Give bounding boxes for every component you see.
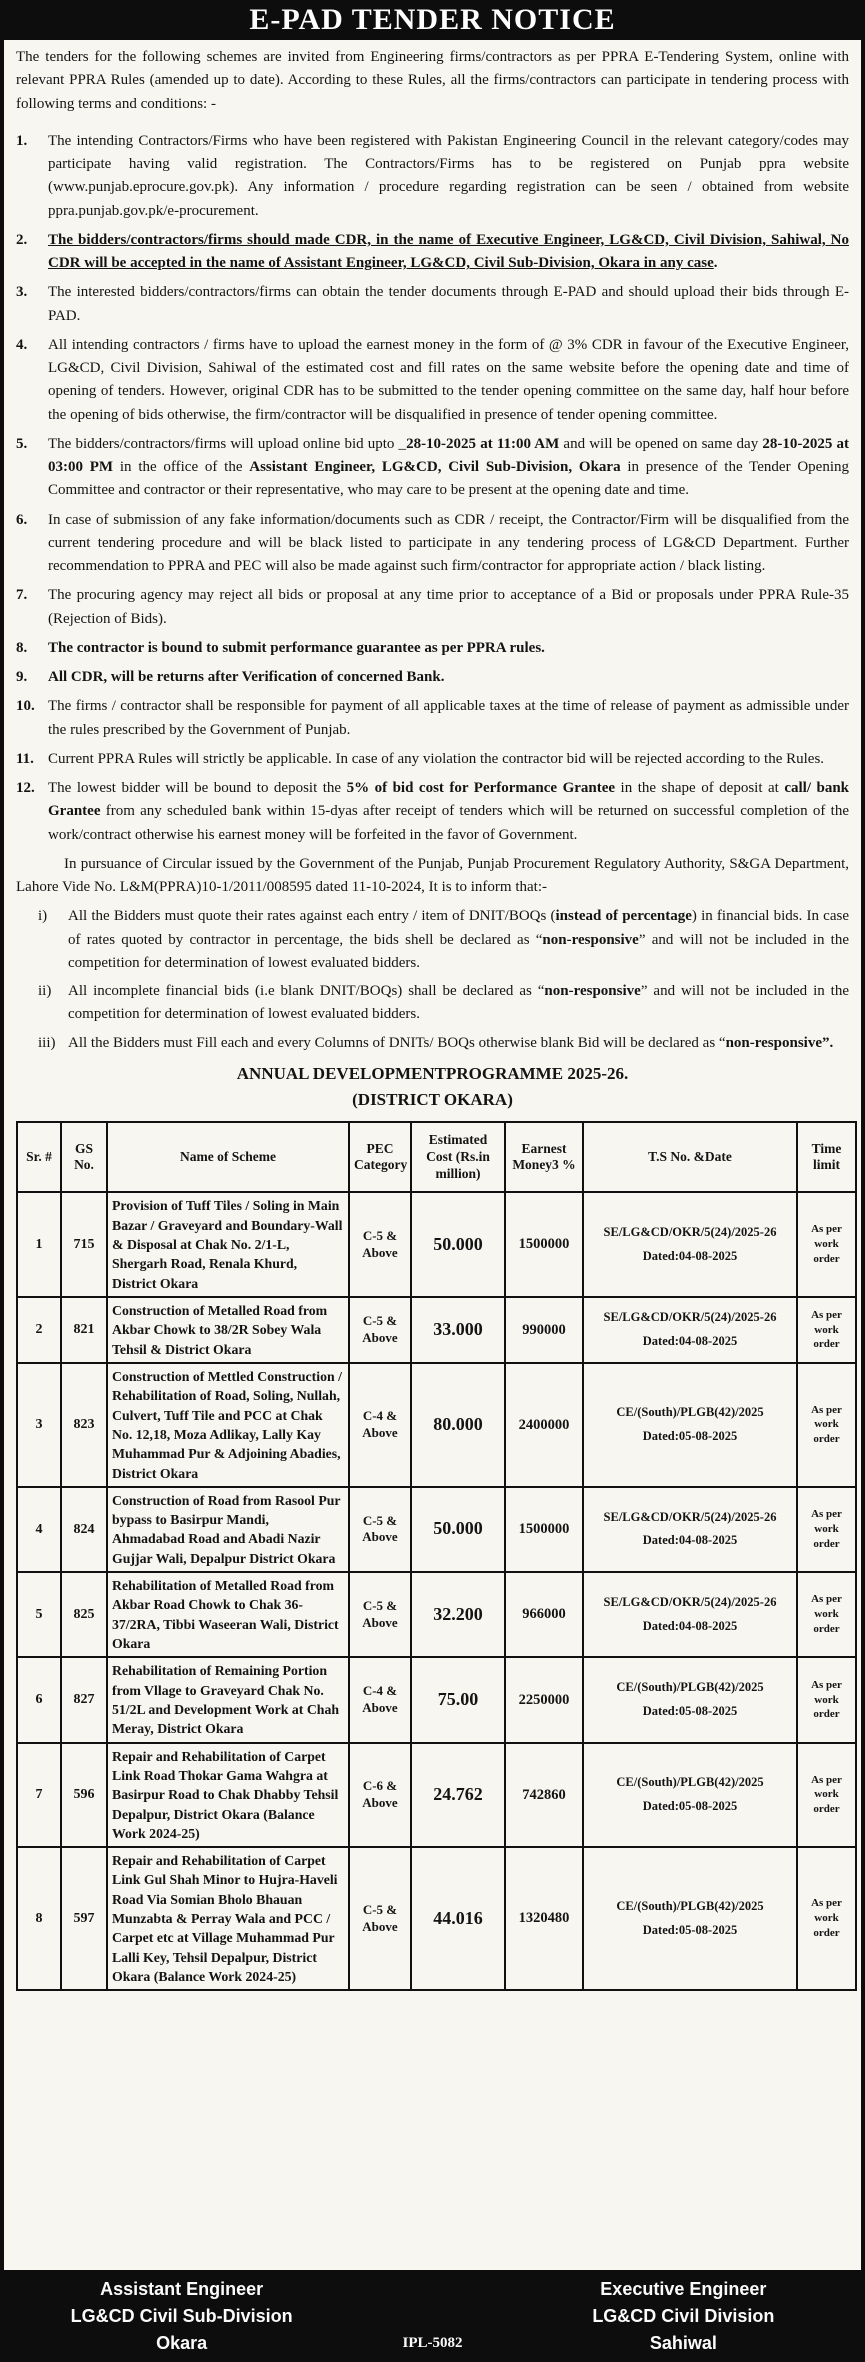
text-segment: Construction of Metalled Road from Akbar Chowk to 38/2R Sobey Wala Tehsil & District Okara bbox=[112, 1303, 328, 1357]
header-row bbox=[17, 1122, 856, 1192]
text-segment: 28-10-2025 at 03:00 PM bbox=[48, 435, 849, 475]
text-segment: and will be opened on same day bbox=[559, 435, 763, 452]
text-segment: non-responsive bbox=[542, 931, 639, 948]
cell-ts-no-date bbox=[583, 1192, 797, 1297]
title-band bbox=[0, 0, 865, 40]
cell-estimated-cost: 75.00 bbox=[411, 1657, 505, 1742]
term-item bbox=[16, 666, 849, 689]
cell-time-limit: As per work order bbox=[797, 1572, 856, 1657]
cell-time-limit: As per work order bbox=[797, 1743, 856, 1848]
term-item-number: 6. bbox=[16, 511, 28, 528]
cell-earnest-money: 1500000 bbox=[505, 1487, 583, 1572]
intro-paragraph: The tenders for the following schemes are invited from Engineering firms/contractors as per PPRA E-Tendering System, online with relevant PPRA Rules (amended up to date). According to these Rules, all the firms/contractors can participate in tendering process with following terms and conditions: - bbox=[16, 49, 849, 112]
cell-ts-no-date bbox=[583, 1657, 797, 1742]
term-item-text bbox=[48, 695, 849, 742]
cell-ts-no-date bbox=[583, 1297, 797, 1363]
term-item-text bbox=[48, 281, 849, 328]
cell-gs-no: 597 bbox=[61, 1847, 107, 1990]
term-item bbox=[16, 509, 849, 579]
text-segment: Current PPRA Rules will strictly be applicable. In case of any violation the contractor bid will be rejected according to the Rules. bbox=[48, 750, 825, 767]
text-segment: ) in financial bids. In case of rates quoted by contractor in percentage, the bids shell be declared as “ bbox=[68, 908, 849, 948]
cell-scheme-name bbox=[107, 1743, 349, 1848]
ts-number-line: CE/(South)/PLGB(42)/2025 bbox=[616, 1898, 764, 1913]
cell-earnest-money: 2250000 bbox=[505, 1657, 583, 1742]
cell-gs-no: 715 bbox=[61, 1192, 107, 1297]
pursuance-paragraph: In pursuance of Circular issued by the Government of the Punjab, Punjab Procurement Regulatory Authority, S&GA Department, Lahore Vide No. L&M(PPRA)10-1/2011/008595 dated 11-10-2024, It is to inform that:- bbox=[16, 855, 849, 895]
cell-earnest-money: 990000 bbox=[505, 1297, 583, 1363]
cell-scheme-name bbox=[107, 1572, 349, 1657]
cell-time-limit: As per work order bbox=[797, 1487, 856, 1572]
text-segment: Assistant Engineer, LG&CD, Civil Sub-Division, Okara bbox=[249, 459, 621, 475]
term-item bbox=[16, 748, 849, 771]
footer-right-signature bbox=[502, 2270, 865, 2362]
text-segment: The procuring agency may reject all bids or proposal at any time prior to acceptance of a Bid or proposals under PPRA Rule-35 (Rejection of Bids). bbox=[48, 587, 849, 627]
sub-term-item-text bbox=[68, 1032, 849, 1055]
terms-list bbox=[16, 130, 849, 847]
ts-date-line: Dated:04-08-2025 bbox=[642, 1333, 738, 1348]
footer-right-line2: LG&CD Civil Division bbox=[592, 2305, 775, 2326]
table-row bbox=[17, 1363, 856, 1487]
table-row bbox=[17, 1192, 856, 1297]
cell-estimated-cost: 80.000 bbox=[411, 1363, 505, 1487]
table-row bbox=[17, 1572, 856, 1657]
ts-number-line: SE/LG&CD/OKR/5(24)/2025-26 bbox=[603, 1310, 777, 1325]
cell-estimated-cost: 32.200 bbox=[411, 1572, 505, 1657]
cell-scheme-name bbox=[107, 1297, 349, 1363]
text-segment: All the Bidders must Fill each and every Columns of DNITs/ BOQs otherwise blank Bid will be declared as “ bbox=[68, 1034, 726, 1051]
cell-estimated-cost: 44.016 bbox=[411, 1847, 505, 1990]
text-segment: Repair and Rehabilitation of Carpet Link Gul Shah Minor to Hujra-Haveli Road Via Somian Bholo Bhauan Munzabta & Perray Wala and PCC / Carpet etc at Village Muhammad Pur Lalli Key, Tehsil Depalpur, District Okara bbox=[112, 1853, 338, 1984]
cell-scheme-name bbox=[107, 1363, 349, 1487]
schemes-tbody bbox=[17, 1192, 856, 1990]
term-item-number: 1. bbox=[16, 132, 28, 149]
cell-ts-no-date bbox=[583, 1572, 797, 1657]
term-item-text bbox=[48, 666, 849, 689]
text-segment: 5% of bid cost for Performance Grantee bbox=[346, 780, 616, 796]
cell-sr-no: 7 bbox=[17, 1743, 61, 1848]
cell-pec-category: C-4 & Above bbox=[349, 1657, 411, 1742]
text-segment: in the office of the bbox=[113, 459, 250, 475]
term-item-number: 4. bbox=[16, 336, 28, 353]
column-header: PEC Category bbox=[349, 1122, 411, 1192]
cell-ts-no-date bbox=[583, 1743, 797, 1848]
term-item bbox=[16, 695, 849, 742]
sub-terms-list bbox=[38, 905, 849, 1055]
term-item-number: 10. bbox=[16, 698, 35, 715]
text-segment: In case of submission of any fake information/documents such as CDR / receipt, the Contractor/Firm will be disqualified from the current tendering procedure and will be black listed to participate in any tendering process of LG&CD Department. Further recommendation to PPRA and PEC will also be made against such firm/contractor for appropriate action / black listing. bbox=[48, 511, 849, 574]
text-segment: All CDR, will be returns after Verification of concerned Bank. bbox=[48, 669, 445, 685]
ts-date-line: Dated:04-08-2025 bbox=[642, 1248, 738, 1263]
term-item bbox=[16, 281, 849, 328]
term-item-text bbox=[48, 748, 849, 771]
cell-time-limit: As per work order bbox=[797, 1297, 856, 1363]
cell-gs-no: 824 bbox=[61, 1487, 107, 1572]
term-item bbox=[16, 637, 849, 660]
term-item-text bbox=[48, 334, 849, 427]
ts-number-line: CE/(South)/PLGB(42)/2025 bbox=[616, 1405, 764, 1420]
cell-pec-category: C-5 & Above bbox=[349, 1847, 411, 1990]
term-item-text bbox=[48, 130, 849, 223]
cell-ts-no-date bbox=[583, 1363, 797, 1487]
footer-band bbox=[0, 2270, 865, 2362]
cell-pec-category: C-5 & Above bbox=[349, 1487, 411, 1572]
text-segment: in the shape of deposit at bbox=[615, 780, 785, 796]
text-segment: call/ bank Grantee bbox=[48, 780, 850, 820]
sub-term-item-text bbox=[68, 905, 849, 975]
text-segment: . bbox=[713, 255, 718, 271]
sub-term-item-number: ii) bbox=[38, 983, 52, 999]
notice-body bbox=[0, 40, 865, 2270]
table-row bbox=[17, 1297, 856, 1363]
cell-gs-no: 596 bbox=[61, 1743, 107, 1848]
term-item-text bbox=[48, 229, 849, 276]
text-segment: All incomplete financial bids (i.e blank DNIT/BOQs) shall be declared as “ bbox=[68, 983, 545, 999]
term-item-number: 2. bbox=[16, 231, 28, 248]
cell-scheme-name bbox=[107, 1192, 349, 1297]
ts-number-line: SE/LG&CD/OKR/5(24)/2025-26 bbox=[603, 1509, 777, 1524]
text-segment: non-responsive bbox=[544, 983, 641, 999]
text-segment: 28-10-2025 at 11:00 AM bbox=[406, 435, 560, 452]
text-segment: Construction of Road from Rasool Pur bypass to Basirpur Mandi, Ahmadabad Road and Abadi Nazir Gujjar Wali, Depalpur District Okara bbox=[112, 1492, 341, 1566]
ts-date-line: Dated:05-08-2025 bbox=[642, 1922, 738, 1937]
text-segment: from any scheduled bank within 15-dyas after receipt of tenders which will be returned on successful completion of the work/contract otherwise his earnest money will be forfeited in the favor of Government. bbox=[48, 803, 849, 843]
sub-term-item bbox=[38, 905, 849, 975]
text-segment: The lowest bidder will be bound to deposit the bbox=[48, 780, 347, 796]
sub-term-item bbox=[38, 980, 849, 1027]
cell-time-limit: As per work order bbox=[797, 1847, 856, 1990]
table-row bbox=[17, 1657, 856, 1742]
footer-left-line1: Assistant Engineer bbox=[100, 2278, 264, 2299]
cell-scheme-name bbox=[107, 1487, 349, 1572]
cell-earnest-money: 742860 bbox=[505, 1743, 583, 1848]
text-segment: The firms / contractor shall be responsible for payment of all applicable taxes at the time of release of payment as admissible under the rules prescribed by the Government of Punjab. bbox=[48, 698, 849, 738]
term-item bbox=[16, 229, 849, 276]
text-segment: Rehabilitation of Remaining Portion from Vllage to Graveyard Chak No. 51/2L and Development Work at Chah Meray, District Okara bbox=[112, 1663, 340, 1737]
term-item bbox=[16, 334, 849, 427]
text-segment: The bidders/contractors/firms should made CDR, in the name of Executive Engineer, LG&CD, Civil Division, Sahiwal, No CDR will be accepted in the name of Assistant Engineer, LG&CD, Civil Sub-Division, Okara in any case bbox=[48, 231, 849, 271]
table-title: ANNUAL DEVELOPMENTPROGRAMME 2025-26. bbox=[236, 1063, 629, 1083]
text-segment: The contractor is bound to submit performance guarantee as per PPRA rules. bbox=[48, 639, 545, 656]
term-item-text bbox=[48, 509, 849, 579]
cell-time-limit: As per work order bbox=[797, 1657, 856, 1742]
cell-pec-category: C-5 & Above bbox=[349, 1572, 411, 1657]
text-segment: All intending contractors / firms have to upload the earnest money in the form of @ 3% CDR in favour of the Executive Engineer, LG&CD, Civil Division, Sahiwal of the estimated cost and fill rates on the same website before the opening date and time of opening of tenders. However, original CDR has to be submitted to the tender opening committee on the same day, half hour before the opening of bids otherwise, the firm/contractor will be disqualified in presence of tender opening committee. bbox=[48, 336, 849, 423]
cell-gs-no: 827 bbox=[61, 1657, 107, 1742]
cell-sr-no: 6 bbox=[17, 1657, 61, 1742]
cell-time-limit: As per work order bbox=[797, 1363, 856, 1487]
term-item bbox=[16, 130, 849, 223]
footer-right-line3: Sahiwal bbox=[649, 2332, 717, 2353]
text-segment: Provision of Tuff Tiles / Soling in Main Bazar / Graveyard and Boundary-Wall & Disposal at Chak No. 2/1-L, Shergarh Road, Renala Khurd, District Okara bbox=[112, 1198, 343, 1291]
term-item-number: 3. bbox=[16, 284, 28, 301]
sub-term-item bbox=[38, 1032, 849, 1055]
term-item-text bbox=[48, 637, 849, 660]
cell-sr-no: 4 bbox=[17, 1487, 61, 1572]
cell-ts-no-date bbox=[583, 1847, 797, 1990]
ts-number-line: SE/LG&CD/OKR/5(24)/2025-26 bbox=[603, 1594, 777, 1609]
cell-estimated-cost: 33.000 bbox=[411, 1297, 505, 1363]
page-title: E-PAD TENDER NOTICE bbox=[249, 3, 616, 36]
table-row bbox=[17, 1847, 856, 1990]
column-header: Time limit bbox=[797, 1122, 856, 1192]
table-subtitle: (DISTRICT OKARA) bbox=[352, 1090, 513, 1110]
term-item bbox=[16, 584, 849, 631]
cell-earnest-money: 1320480 bbox=[505, 1847, 583, 1990]
ts-number-line: CE/(South)/PLGB(42)/2025 bbox=[616, 1680, 764, 1695]
text-segment: non-responsive bbox=[725, 1034, 822, 1051]
footer-left-line2: LG&CD Civil Sub-Division bbox=[70, 2305, 293, 2326]
term-item bbox=[16, 433, 849, 503]
footer-ipl-number: IPL-5082 bbox=[402, 2335, 463, 2351]
column-header: Name of Scheme bbox=[107, 1122, 349, 1192]
column-header: Earnest Money3 % bbox=[505, 1122, 583, 1192]
cell-estimated-cost: 50.000 bbox=[411, 1487, 505, 1572]
ts-date-line: Dated:04-08-2025 bbox=[642, 1533, 738, 1548]
cell-gs-no: 823 bbox=[61, 1363, 107, 1487]
schemes-table bbox=[16, 1121, 857, 1991]
footer-left-line3: Okara bbox=[156, 2332, 208, 2353]
text-segment: Repair and Rehabilitation of Carpet Link Road Thokar Gama Wahgra at Basirpur Road to Chak Dhabby Tehsil Depalpur, District Okara bbox=[112, 1748, 339, 1822]
term-item-number: 9. bbox=[16, 669, 28, 685]
term-item-text bbox=[48, 777, 849, 847]
cell-estimated-cost: 24.762 bbox=[411, 1743, 505, 1848]
column-header: Sr. # bbox=[17, 1122, 61, 1192]
term-item-number: 12. bbox=[16, 780, 35, 796]
text-segment: in presence of the Tender Opening Committee and contractor or their representative, who may care to be present at the opening date and time. bbox=[48, 459, 849, 499]
cell-sr-no: 1 bbox=[17, 1192, 61, 1297]
cell-sr-no: 2 bbox=[17, 1297, 61, 1363]
sub-term-item-text bbox=[68, 980, 849, 1027]
text-segment: ”. bbox=[822, 1034, 834, 1051]
cell-ts-no-date bbox=[583, 1487, 797, 1572]
text-segment: instead of percentage bbox=[555, 908, 692, 925]
cell-estimated-cost: 50.000 bbox=[411, 1192, 505, 1297]
ts-date-line: Dated:05-08-2025 bbox=[642, 1798, 738, 1813]
term-item-text bbox=[48, 433, 849, 503]
cell-sr-no: 5 bbox=[17, 1572, 61, 1657]
ts-date-line: Dated:04-08-2025 bbox=[642, 1618, 738, 1633]
cell-pec-category: C-4 & Above bbox=[349, 1363, 411, 1487]
term-item bbox=[16, 777, 849, 847]
ts-number-line: SE/LG&CD/OKR/5(24)/2025-26 bbox=[603, 1224, 777, 1239]
term-item-text bbox=[48, 584, 849, 631]
text-segment: The intending Contractors/Firms who have been registered with Pakistan Engineering Council in the relevant category/codes may participate having valid registration. The Contractors/Firms has to be registered on Punjab ppra website (www.punjab.eprocure.gov.pk). Any information / procedure regarding registration can be seen / obtained from website ppra.punjab.gov.pk/e-procurement. bbox=[48, 132, 849, 219]
cell-sr-no: 3 bbox=[17, 1363, 61, 1487]
cell-gs-no: 821 bbox=[61, 1297, 107, 1363]
text-segment: (Balance Work 2024-25) bbox=[112, 1806, 315, 1841]
cell-gs-no: 825 bbox=[61, 1572, 107, 1657]
cell-scheme-name bbox=[107, 1847, 349, 1990]
term-item-number: 11. bbox=[16, 750, 34, 767]
text-segment: The interested bidders/contractors/firms can obtain the tender documents through E-PAD and should upload their bids through E-PAD. bbox=[48, 284, 849, 324]
text-segment: Construction of Mettled Construction / Rehabilitation of Road, Soling, Nullah, Culvert, Tuff Tile and PCC at Chak No. 12,18, Moza Adlikay, Lally Kay Muhammad Pur & Adjoining Abadies, District Okara bbox=[112, 1368, 342, 1481]
term-item-number: 5. bbox=[16, 435, 28, 452]
sub-term-item-number: i) bbox=[38, 908, 48, 925]
cell-sr-no: 8 bbox=[17, 1847, 61, 1990]
column-header: T.S No. &Date bbox=[583, 1122, 797, 1192]
text-segment: The bidders/contractors/firms will upload online bid upto _ bbox=[48, 435, 407, 452]
text-segment: ” and will not be included in the competition for determination of lowest evaluated bidders. bbox=[68, 983, 849, 1023]
text-segment: (Balance Work 2024-25) bbox=[153, 1969, 297, 1984]
column-header: GS No. bbox=[61, 1122, 107, 1192]
ts-number-line: CE/(South)/PLGB(42)/2025 bbox=[616, 1775, 764, 1790]
table-row bbox=[17, 1487, 856, 1572]
text-segment: ” and will not be included in the competition for determination of lowest evaluated bidders. bbox=[68, 931, 849, 971]
cell-pec-category: C-6 & Above bbox=[349, 1743, 411, 1848]
cell-pec-category: C-5 & Above bbox=[349, 1192, 411, 1297]
cell-earnest-money: 1500000 bbox=[505, 1192, 583, 1297]
term-item-number: 7. bbox=[16, 587, 28, 604]
footer-left-signature bbox=[0, 2270, 363, 2362]
column-header: Estimated Cost (Rs.in million) bbox=[411, 1122, 505, 1192]
sub-term-item-number: iii) bbox=[38, 1034, 56, 1051]
ts-date-line: Dated:05-08-2025 bbox=[642, 1703, 738, 1718]
cell-earnest-money: 966000 bbox=[505, 1572, 583, 1657]
footer-right-line1: Executive Engineer bbox=[600, 2278, 767, 2299]
cell-scheme-name bbox=[107, 1657, 349, 1742]
text-segment: All the Bidders must quote their rates against each entry / item of DNIT/BOQs ( bbox=[68, 908, 556, 925]
text-segment: Rehabilitation of Metalled Road from Akbar Road Chowk to Chak 36-37/2RA, Tibbi Waseeran Wali, District Okara bbox=[112, 1578, 339, 1651]
ts-date-line: Dated:05-08-2025 bbox=[642, 1428, 738, 1443]
schemes-table-header bbox=[17, 1122, 856, 1192]
cell-time-limit: As per work order bbox=[797, 1192, 856, 1297]
table-row bbox=[17, 1743, 856, 1848]
term-item-number: 8. bbox=[16, 639, 28, 656]
cell-pec-category: C-5 & Above bbox=[349, 1297, 411, 1363]
cell-earnest-money: 2400000 bbox=[505, 1363, 583, 1487]
